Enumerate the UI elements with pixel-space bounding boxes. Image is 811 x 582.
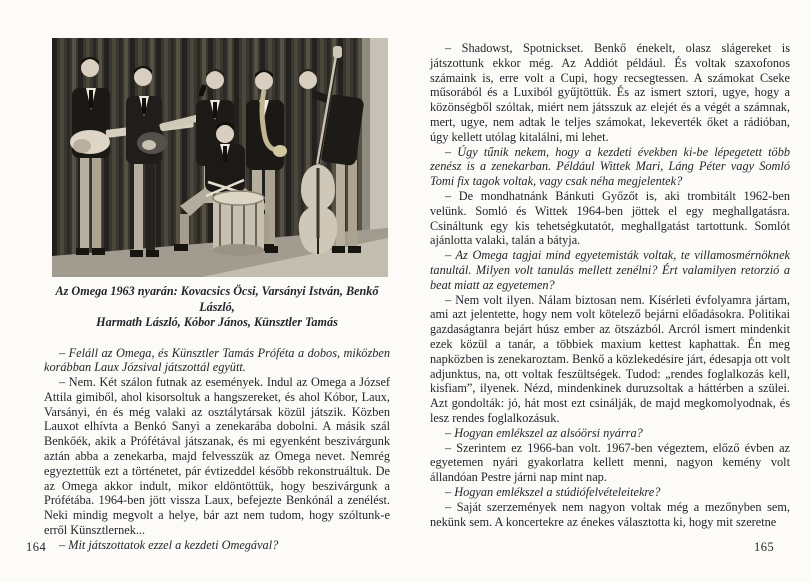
interview-question: – Az Omega tagjai mind egyetemisták voltak, te villamosmérnöknek tanultál. Milyen volt tanulás mellett zenélni? Ért valamilyen retorzió a beat miatt az egyetemen? (430, 248, 790, 292)
page-number-left: 164 (26, 540, 47, 554)
interview-answer: – Nem volt ilyen. Nálam biztosan nem. Kísérleti évfolyamra jártam, ami azt jelentette, hogy nem volt kötelező bejárni előadásokra. Politikai gazdaságtanra bejárt húsz ember az ötszázból. Arcról ismert mindenkit ezek közül a tanár, a többiek maxium kettest kaphattak. Én meg napközben is zenekaroztam. Benkő a közlekedésire járt, édesapja ott volt adjunktus, na, ott voltak feszültségek. Tudod: „rendes foglalkozás kell, kisfiam”, ilyenek. Nézd, mindenkinek duruzsoltak a háttérben a szülei. Azt gondolták: jó, hát most ezt csinálják, de majd megkomolyodnak, és lesz rendes foglalkozásuk. (430, 292, 790, 425)
caption-line-2: Harmath László, Kóbor János, Künsztler Tamás (96, 315, 338, 329)
interview-question: – Hogyan emlékszel a stúdiófelvételeitekre? (445, 484, 661, 499)
snare-drum (213, 191, 264, 256)
band-photo (52, 38, 388, 277)
caption-line-1: Az Omega 1963 nyarán: Kovacsics Öcsi, Varsányi István, Benkő László, (55, 284, 379, 314)
interview-question: – Hogyan emlékszel az alsóörsi nyárra? (445, 425, 643, 440)
page-right (430, 41, 790, 529)
interview-answer: – De mondhatnánk Bánkuti Győzőt is, aki trombitált 1962-ben velünk. Somló és Wittek 1964-ben jöttek el egy meghallgatásra. Csináltunk egy kis tehetségkutatót, meghallgatást tartottunk. Somlót ajánlotta valaki, talán a bátyja. (430, 188, 790, 248)
band-photo-illustration (52, 38, 388, 277)
interview-answer: – Shadowst, Spotnickset. Benkő énekelt, olasz slágereket is játszottunk ekkor még. Az Addiót például. És voltak szaxofonos számaink is, erre volt a Cupi, hogy recsegtessen. A számokat Cseke műsorából és a Luxiból gyűjtöttük. És az ismert sztori, ugye, hogy a közönségből szóltak, miért nem játsszuk az elejét és a végét a számnak, mert, ugye, nem adtak le teljes számokat, lekeverték őket a rádióban, úgy kellett utólag kitalálni, mi lehet. (430, 41, 790, 144)
interview-answer: – Szerintem ez 1966-ban volt. 1967-ben végeztem, előző évben az egyetemen nyári gyakorlatra kellett menni, nagyon kemény volt állandóan Pestre járni nap mint nap. (430, 440, 790, 485)
interview-question: – Feláll az Omega, és Künsztler Tamás Próféta a dobos, miközben korábban Laux Józsival játszottál együtt. (44, 345, 390, 375)
band-photo-figure (44, 38, 390, 331)
interview-answer: – Nem. Két szálon futnak az események. Indul az Omega a József Attila gimiből, ahol kisorsoltuk a hangszereket, és ahol Kóbor, Laux, Varsányi, én és még valaki az osztálytársak közül játszik. Közben Lauxot elhívta a Benkó Sanyi a zenekarába dobolni. A másik szál Benkőék, akik a Prófétával játszanak, és mi egyenként beszivárgunk aztán abba a zenekarba, majd felvesszük az Omega nevet. Nemrég egyeztettük ezt a történetet, pár évtizeddel később rekonstruáltuk. De az Omega akkor indult, mikor eldöntöttük, hogy beszivárgunk a Prófétába. 1964-ben jött vissza Laux, befejezte Benkónál a zenélést. Neki mindig megvolt a helye, bár azt nem tudom, hogy szóltunk-e erről Künsztlernek... (44, 375, 390, 538)
interview-text-left (44, 346, 390, 553)
interview-question: – Mit játszottatok ezzel a kezdeti Omegával? (59, 537, 279, 552)
interview-question: – Úgy tűnik nekem, hogy a kezdeti években ki-be lépegetett több zenész is a zenekarban. Például Wittek Mari, Láng Péter vagy Somló Tomi fix tagok voltak, vagy csak néha megjelentek? (430, 144, 790, 189)
interview-text-right (430, 41, 790, 529)
interview-answer: – Saját szerzemények nem nagyon voltak még a mezőnyben sem, nekünk sem. A koncertekre az énekes választotta ki, hogy mit szeretne (430, 499, 790, 529)
photo-caption (44, 284, 390, 331)
page-left (44, 38, 390, 553)
page-number-right: 165 (754, 540, 775, 554)
